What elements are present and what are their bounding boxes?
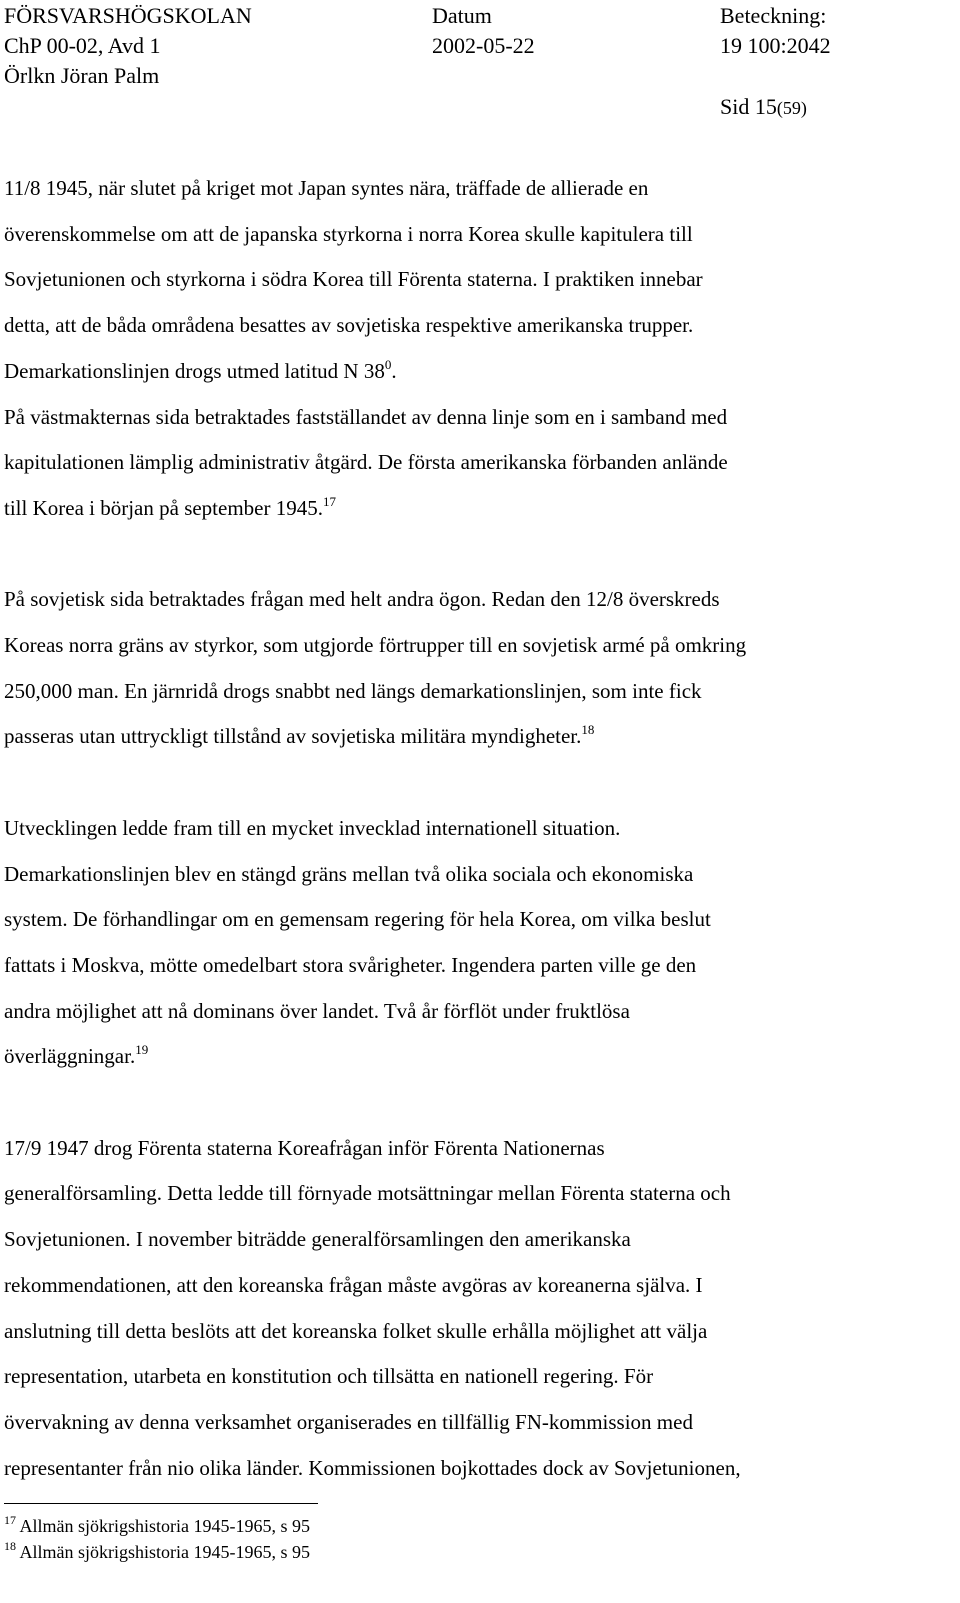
degree-superscript: 0 xyxy=(384,356,392,372)
footnote-divider xyxy=(4,1503,318,1504)
header-reference-label: Beteckning: xyxy=(720,3,827,28)
page-number-label: Sid xyxy=(720,94,750,119)
text-line: andra möjlighet att nå dominans över landet. Två år förflöt under fruktlösa xyxy=(4,998,630,1023)
footnote-text: Allmän sjökrigshistoria 1945-1965, s 95 xyxy=(19,1516,311,1536)
header-date-label: Datum xyxy=(432,3,492,28)
header-date-value: 2002-05-22 xyxy=(432,33,535,58)
footnote-item xyxy=(4,1539,310,1565)
footnote-number: 18 xyxy=(4,1539,16,1553)
text-line xyxy=(4,349,952,395)
paragraph-gap xyxy=(4,760,952,806)
footnote-item xyxy=(4,1513,310,1539)
text-line: 250,000 man. En järnridå drogs snabbt ned längs demarkationslinjen, som inte fick xyxy=(4,678,702,703)
text-line: Sovjetunionen. I november biträdde generalförsamlingen den amerikanska xyxy=(4,1227,631,1252)
header-reference-value: 19 100:2042 xyxy=(720,33,831,58)
header-course: ChP 00-02, Avd 1 xyxy=(4,33,161,58)
text-line: Sovjetunionen och styrkorna i södra Korea till Förenta staterna. I praktiken innebar xyxy=(4,267,703,292)
text-line: Demarkationslinjen blev en stängd gräns mellan två olika sociala och ekonomiska xyxy=(4,861,694,886)
text-line: rekommendationen, att den koreanska frågan måste avgöras av koreanerna själva. I xyxy=(4,1272,703,1297)
paragraph-2 xyxy=(4,577,952,760)
text-line: Utvecklingen ledde fram till en mycket invecklad internationell situation. xyxy=(4,815,621,840)
text-line: system. De förhandlingar om en gemensam regering för hela Korea, om vilka beslut xyxy=(4,907,711,932)
header-organization: FÖRSVARSHÖGSKOLAN xyxy=(4,3,252,28)
text-line-content: till Korea i början på september 1945. xyxy=(4,495,323,520)
text-line: Koreas norra gräns av styrkor, som utgjorde förtrupper till en sovjetisk armé på omkring xyxy=(4,633,747,658)
footnote-reference: 18 xyxy=(581,722,595,738)
page-number-total: (59) xyxy=(776,98,807,118)
page-number xyxy=(720,92,807,123)
document-body xyxy=(4,166,952,1491)
paragraph-1 xyxy=(4,166,952,532)
text-line: anslutning till detta beslöts att det koreanska folket skulle erhålla möjlighet att välja xyxy=(4,1318,708,1343)
text-line-content: passeras utan uttryckligt tillstånd av sovjetiska militära myndigheter. xyxy=(4,724,582,749)
text-line: generalförsamling. Detta ledde till förnyade motsättningar mellan Förenta staterna och xyxy=(4,1181,731,1206)
footnote-text: Allmän sjökrigshistoria 1945-1965, s 95 xyxy=(19,1542,311,1562)
document-header xyxy=(0,0,960,130)
text-line-tail: . xyxy=(391,358,397,383)
text-line xyxy=(4,486,952,532)
text-line-content: Demarkationslinjen drogs utmed latitud N 38 xyxy=(4,358,385,383)
footnotes xyxy=(4,1513,310,1565)
text-line xyxy=(4,714,952,760)
text-line: På sovjetisk sida betraktades frågan med helt andra ögon. Redan den 12/8 överskreds xyxy=(4,587,720,612)
text-line-content: överläggningar. xyxy=(4,1044,136,1069)
text-line: 11/8 1945, när slutet på kriget mot Japan syntes nära, träffade de allierade en xyxy=(4,176,649,200)
text-line: överenskommelse om att de japanska styrkorna i norra Korea skulle kapitulera till xyxy=(4,221,693,246)
footnote-number: 17 xyxy=(4,1513,16,1527)
paragraph-gap xyxy=(4,1080,952,1126)
text-line: kapitulationen lämplig administrativ åtgärd. De första amerikanska förbanden anlände xyxy=(4,450,728,475)
header-author: Örlkn Jöran Palm xyxy=(4,63,160,88)
paragraph-gap xyxy=(4,532,952,578)
footnote-reference: 17 xyxy=(323,493,336,509)
text-line: övervakning av denna verksamhet organiserades en tillfällig FN-kommission med xyxy=(4,1409,693,1434)
text-line: 17/9 1947 drog Förenta staterna Koreafrågan inför Förenta Nationernas xyxy=(4,1135,605,1160)
text-line xyxy=(4,1034,952,1080)
text-line: representation, utarbeta en konstitution och tillsätta en nationell regering. För xyxy=(4,1364,654,1389)
text-line: representanter från nio olika länder. Kommissionen bojkottades dock av Sovjetunionen, xyxy=(4,1455,741,1480)
text-line: fattats i Moskva, mötte omedelbart stora svårigheter. Ingendera parten ville ge den xyxy=(4,952,697,977)
page-number-current: 15 xyxy=(754,94,777,119)
footnote-reference: 19 xyxy=(135,1042,149,1058)
text-line: detta, att de båda områdena besattes av sovjetiska respektive amerikanska trupper. xyxy=(4,313,694,338)
text-line: På västmakternas sida betraktades fastställandet av denna linje som en i samband med xyxy=(4,404,728,429)
paragraph-3 xyxy=(4,806,952,1080)
paragraph-4 xyxy=(4,1126,952,1492)
